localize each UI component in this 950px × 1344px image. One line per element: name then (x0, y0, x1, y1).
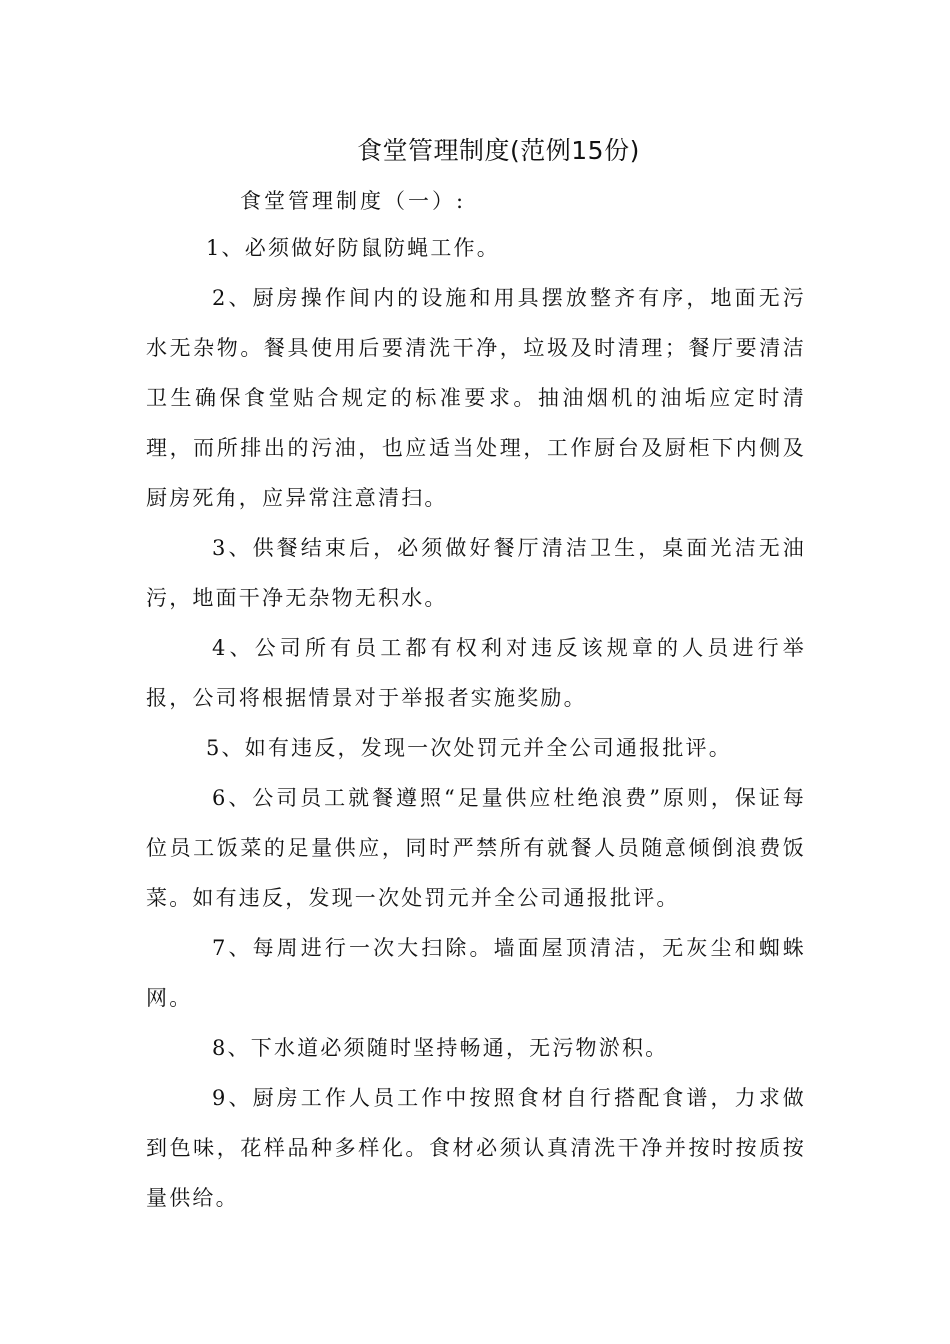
list-item: 5、如有违反，发现一次处罚元并全公司通报批评。 (206, 736, 732, 760)
document-title: 食堂管理制度(范例15份) (357, 136, 640, 165)
list-item: 8、下水道必须随时坚持畅通，无污物淤积。 (212, 1036, 669, 1060)
list-item: 6、公司员工就餐遵照“足量供应杜绝浪费”原则，保证每位员工饭菜的足量供应，同时严禁所有就餐人员随意倾倒浪费饭菜。如有违反，发现一次处罚元并全公司通报批评。 (146, 786, 806, 910)
section-heading: 食堂管理制度（一）: (240, 189, 467, 213)
list-item: 7、每周进行一次大扫除。墙面屋顶清洁，无灰尘和蜘蛛网。 (146, 936, 806, 1010)
list-item: 9、厨房工作人员工作中按照食材自行搭配食谱，力求做到色味，花样品种多样化。食材必须认真清洗干净并按时按质按量供给。 (146, 1086, 806, 1210)
list-item: 3、供餐结束后，必须做好餐厅清洁卫生，桌面光洁无油污，地面干净无杂物无积水。 (146, 536, 806, 610)
list-item: 4、公司所有员工都有权利对违反该规章的人员进行举报，公司将根据情景对于举报者实施奖励。 (146, 636, 806, 710)
list-item: 2、厨房操作间内的设施和用具摆放整齐有序，地面无污水无杂物。餐具使用后要清洗干净，垃圾及时清理；餐厅要清洁卫生确保食堂贴合规定的标准要求。抽油烟机的油垢应定时清理，而所排出的污油，也应适当处理，工作厨台及厨柜下内侧及厨房死角，应异常注意清扫。 (146, 286, 806, 510)
list-item: 1、必须做好防鼠防蝇工作。 (206, 236, 500, 260)
